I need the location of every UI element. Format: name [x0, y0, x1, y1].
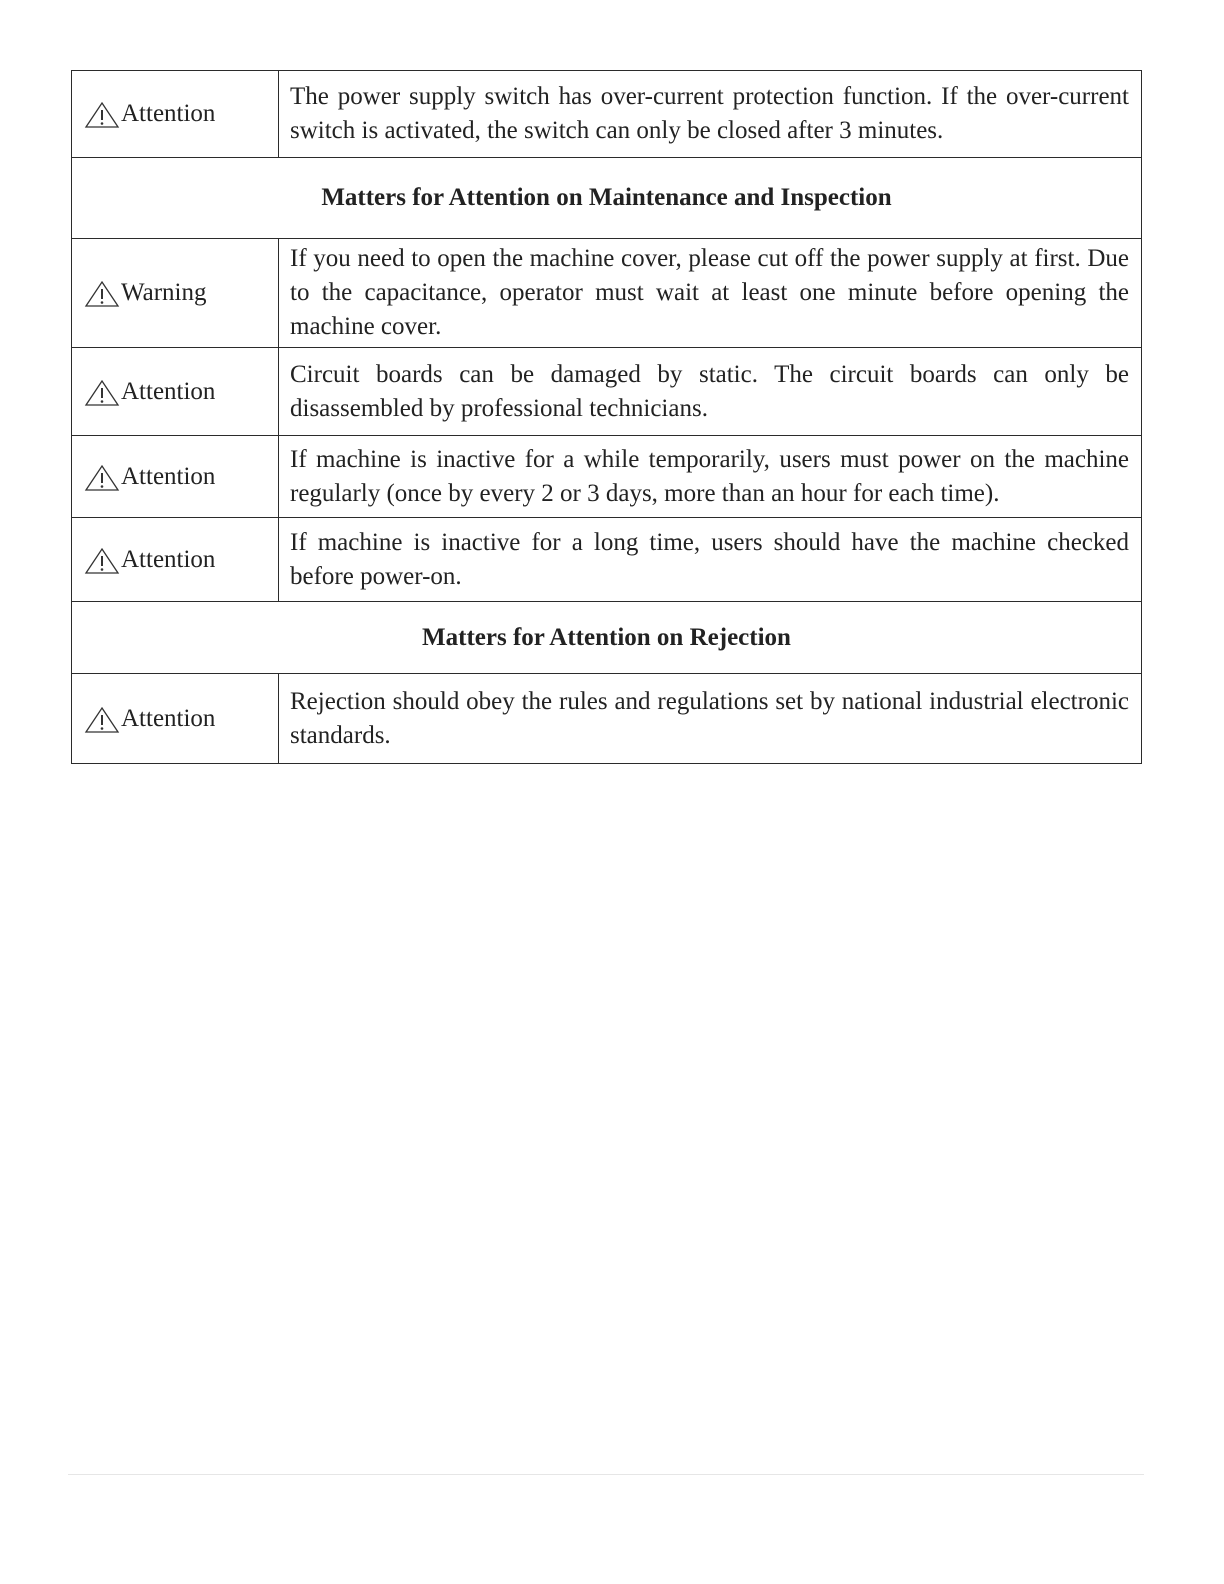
section-heading: Matters for Attention on Rejection: [72, 602, 1142, 674]
safety-notice-table: [71, 70, 1142, 764]
notice-text: If you need to open the machine cover, please cut off the power supply at first. Due to the capacitance, operator must wait at least one minute before opening the machine cover.: [279, 239, 1142, 348]
label-cell: [72, 518, 279, 602]
warning-triangle-icon: [84, 379, 120, 407]
label-cell: [72, 436, 279, 518]
section-row: [72, 158, 1142, 239]
table-row: [72, 436, 1142, 518]
notice-label: Attention: [121, 462, 216, 490]
label-cell: [72, 674, 279, 764]
notice-label: Attention: [121, 100, 216, 127]
notice-text: The power supply switch has over-current protection function. If the over-current switch is activated, the switch can only be closed after 3 minutes.: [279, 71, 1142, 158]
table-row: [72, 71, 1142, 158]
warning-triangle-icon: [84, 101, 120, 129]
notice-text: If machine is inactive for a long time, users should have the machine checked before power-on.: [279, 518, 1142, 602]
notice-label: Attention: [121, 704, 216, 732]
table-row: [72, 518, 1142, 602]
section-heading: Matters for Attention on Maintenance and Inspection: [72, 158, 1142, 239]
warning-triangle-icon: [84, 464, 120, 492]
notice-text: If machine is inactive for a while temporarily, users must power on the machine regularly (once by every 2 or 3 days, more than an hour for each time).: [279, 436, 1142, 518]
label-cell: [72, 71, 279, 158]
table-row: [72, 674, 1142, 764]
notice-label: Attention: [121, 545, 216, 573]
notice-label: Attention: [121, 377, 216, 405]
label-cell: [72, 348, 279, 436]
notice-text: Rejection should obey the rules and regulations set by national industrial electronic standards.: [279, 674, 1142, 764]
warning-triangle-icon: [84, 547, 120, 575]
notice-text: Circuit boards can be damaged by static. The circuit boards can only be disassembled by professional technicians.: [279, 348, 1142, 436]
label-cell: [72, 239, 279, 348]
notice-label: Warning: [121, 279, 207, 306]
section-row: [72, 602, 1142, 674]
footer-divider: [68, 1474, 1144, 1475]
table-row: [72, 239, 1142, 348]
warning-triangle-icon: [84, 280, 120, 308]
warning-triangle-icon: [84, 706, 120, 734]
table-row: [72, 348, 1142, 436]
